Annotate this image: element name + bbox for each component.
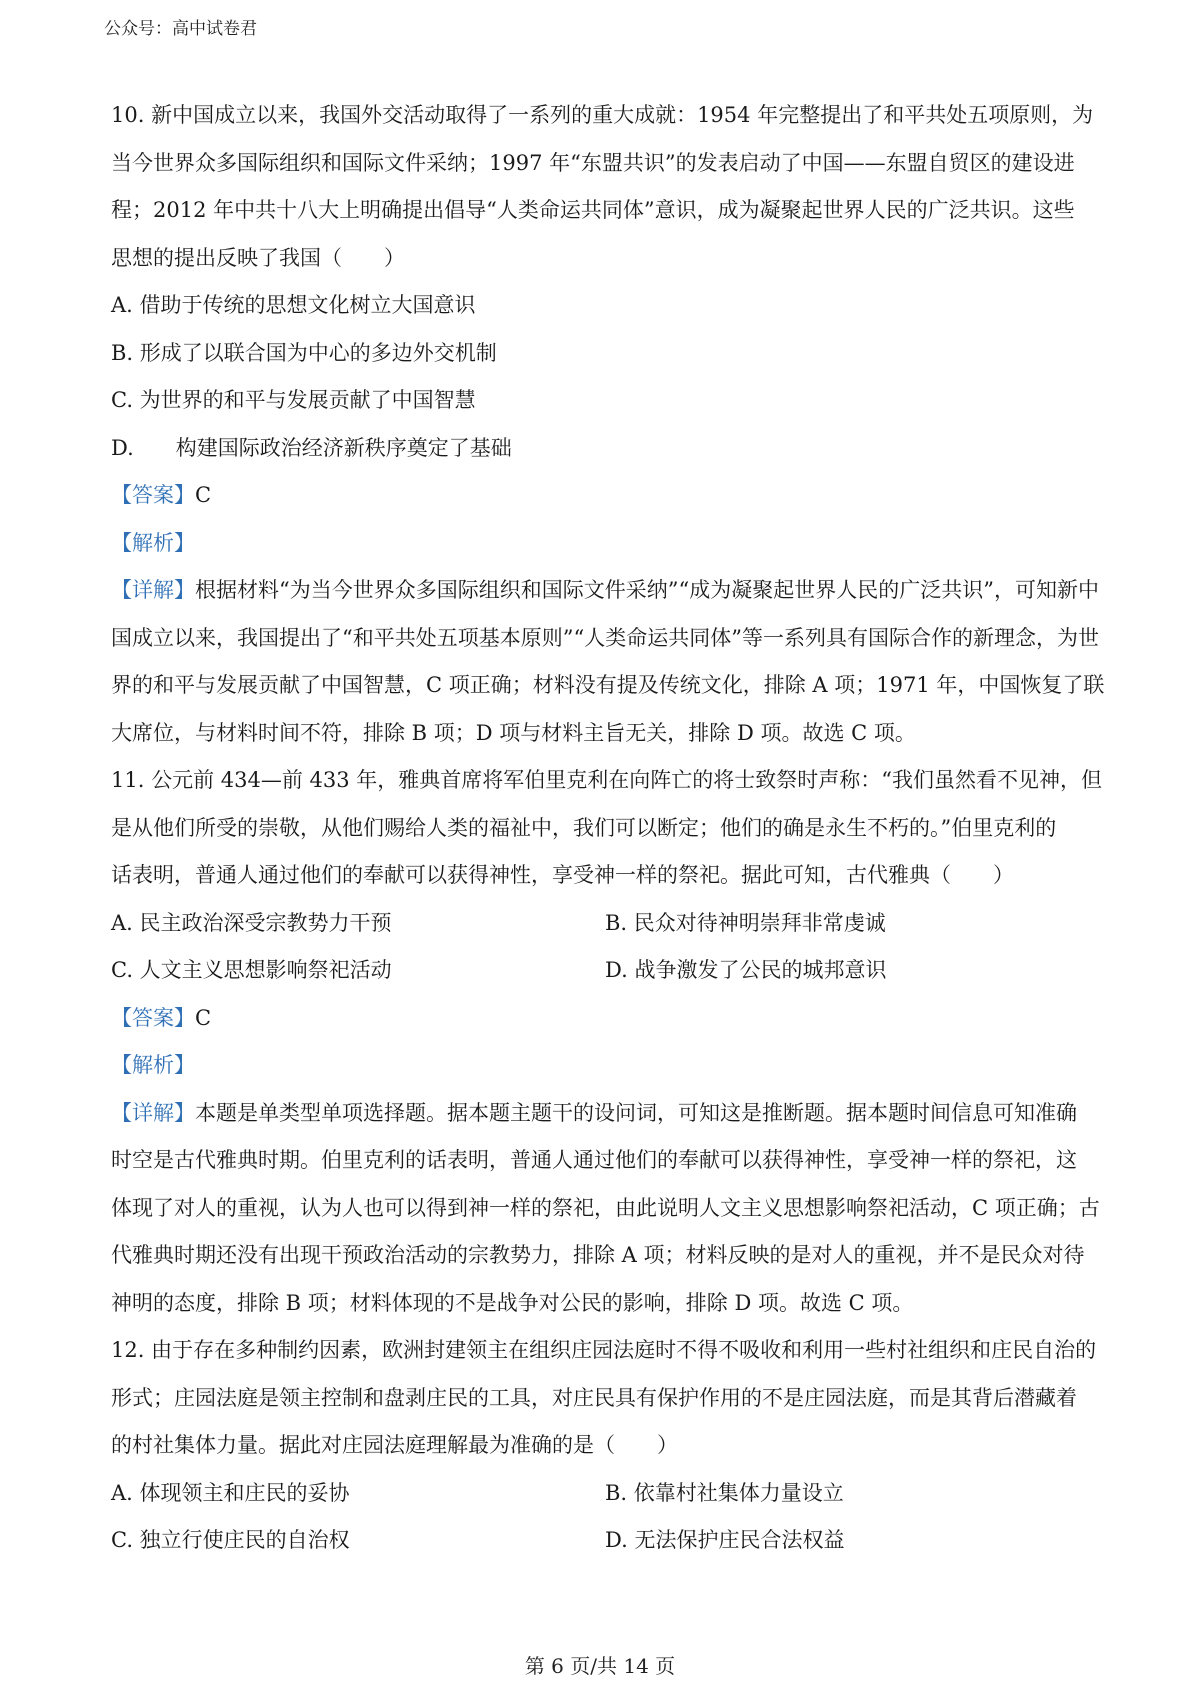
question-10 [111, 92, 1105, 757]
question-10-detail-line: 大席位，与材料时间不符，排除 B 项；D 项与材料主旨无关，排除 D 项。故选 C 项。 [111, 720, 916, 745]
question-10-detail-line: 国成立以来，我国提出了“和平共处五项基本原则”“人类命运共同体”等一系列具有国际合作的新理念，为世 [111, 625, 1099, 650]
question-10-stem-line: 10. 新中国成立以来，我国外交活动取得了一系列的重大成就：1954 年完整提出了和平共处五项原则，为 [111, 103, 1094, 127]
answer-value: C [195, 1005, 212, 1030]
detail-tag: 【详解】 [111, 1100, 195, 1125]
question-11-detail-line: 时空是古代雅典时期。伯里克利的话表明，普通人通过他们的奉献可以获得神性，享受神一样的祭祀，这 [111, 1148, 1077, 1172]
question-12-option-d: D. 无法保护庄民合法权益 [605, 1528, 845, 1552]
question-11-stem-line: 话表明，普通人通过他们的奉献可以获得神性，享受神一样的祭祀。据此可知，古代雅典（ ） [111, 863, 1014, 887]
option-d-label: D. [111, 435, 134, 460]
question-12-options-row [111, 1517, 1101, 1565]
question-10-stem-line: 思想的提出反映了我国（ ） [111, 245, 405, 270]
question-11-detail-line [111, 1090, 1101, 1138]
question-11-options-row [111, 947, 1101, 995]
page-content [111, 92, 1105, 1565]
detail-text: 本题是单类型单项选择题。据本题主题干的设问词，可知这是推断题。据本题时间信息可知准确 [195, 1100, 1077, 1125]
question-12-options-row [111, 1470, 1101, 1518]
question-11-stem-line: 11. 公元前 434—前 433 年，雅典首席将军伯里克利在向阵亡的将士致祭时声称：“我们虽然看不见神，但 [111, 768, 1102, 792]
watermark-text: 公众号：高中试卷君 [104, 19, 257, 39]
question-11-option-b: B. 民众对待神明崇拜非常虔诚 [605, 910, 886, 935]
question-12-stem-line: 形式；庄园法庭是领主控制和盘剥庄民的工具，对庄民具有保护作用的不是庄园法庭，而是其背后潜藏着 [111, 1385, 1077, 1410]
question-12-stem-line: 12. 由于存在多种制约因素，欧洲封建领主在组织庄园法庭时不得不吸收和利用一些村社组织和庄民自治的 [111, 1338, 1097, 1362]
question-10-option-b: B. 形成了以联合国为中心的多边外交机制 [111, 340, 497, 365]
question-10-answer [111, 472, 1101, 520]
answer-value: C [195, 483, 212, 507]
detail-tag: 【详解】 [111, 578, 195, 602]
question-12-option-c: C. 独立行使庄民的自治权 [111, 1528, 350, 1552]
page-number: 第 6 页/共 14 页 [524, 1654, 676, 1678]
question-11-analysis-tag: 【解析】 [111, 1053, 195, 1077]
question-10-option-d [111, 425, 1101, 473]
question-10-stem-line: 程；2012 年中共十八大上明确提出倡导“人类命运共同体”意识，成为凝聚起世界人民的广泛共识。这些 [111, 198, 1075, 222]
answer-tag: 【答案】 [111, 1005, 195, 1030]
question-10-detail-line: 界的和平与发展贡献了中国智慧，C 项正确；材料没有提及传统文化，排除 A 项；1971 年，中国恢复了联 [111, 673, 1105, 697]
question-11-detail-line: 神明的态度，排除 B 项；材料体现的不是战争对公民的影响，排除 D 项。故选 C 项。 [111, 1290, 914, 1315]
detail-text: 根据材料“为当今世界众多国际组织和国际文件采纳”“成为凝聚起世界人民的广泛共识”，可知新中 [195, 578, 1099, 602]
question-10-option-a: A. 借助于传统的思想文化树立大国意识 [111, 293, 476, 317]
question-11 [111, 757, 1101, 1327]
question-11-option-d: D. 战争激发了公民的城邦意识 [605, 958, 887, 982]
question-11-answer [111, 995, 1101, 1043]
question-11-detail-line: 体现了对人的重视，认为人也可以得到神一样的祭祀，由此说明人文主义思想影响祭祀活动，C 项正确；古 [111, 1195, 1100, 1220]
question-11-options-row [111, 900, 1101, 948]
question-12-option-a: A. 体现领主和庄民的妥协 [111, 1480, 350, 1505]
question-10-stem-line: 当今世界众多国际组织和国际文件采纳；1997 年“东盟共识”的发表启动了中国——东盟自贸区的建设进 [111, 150, 1075, 175]
question-10-detail-line [111, 567, 1101, 615]
question-11-stem-line: 是从他们所受的崇敬，从他们赐给人类的福祉中，我们可以断定；他们的确是永生不朽的。”伯里克利的 [111, 815, 1057, 840]
answer-tag: 【答案】 [111, 483, 195, 507]
question-11-option-c: C. 人文主义思想影响祭祀活动 [111, 958, 392, 982]
question-11-option-a: A. 民主政治深受宗教势力干预 [111, 910, 392, 935]
question-12-stem-line: 的村社集体力量。据此对庄园法庭理解最为准确的是（ ） [111, 1433, 678, 1457]
question-11-detail-line: 代雅典时期还没有出现干预政治活动的宗教势力，排除 A 项；材料反映的是对人的重视，并不是民众对待 [111, 1243, 1085, 1267]
question-10-option-c: C. 为世界的和平与发展贡献了中国智慧 [111, 388, 476, 412]
question-10-analysis-tag: 【解析】 [111, 530, 195, 555]
question-12-option-b: B. 依靠村社集体力量设立 [605, 1480, 844, 1505]
option-d-text: 构建国际政治经济新秩序奠定了基础 [175, 435, 512, 460]
question-12 [111, 1327, 1101, 1565]
